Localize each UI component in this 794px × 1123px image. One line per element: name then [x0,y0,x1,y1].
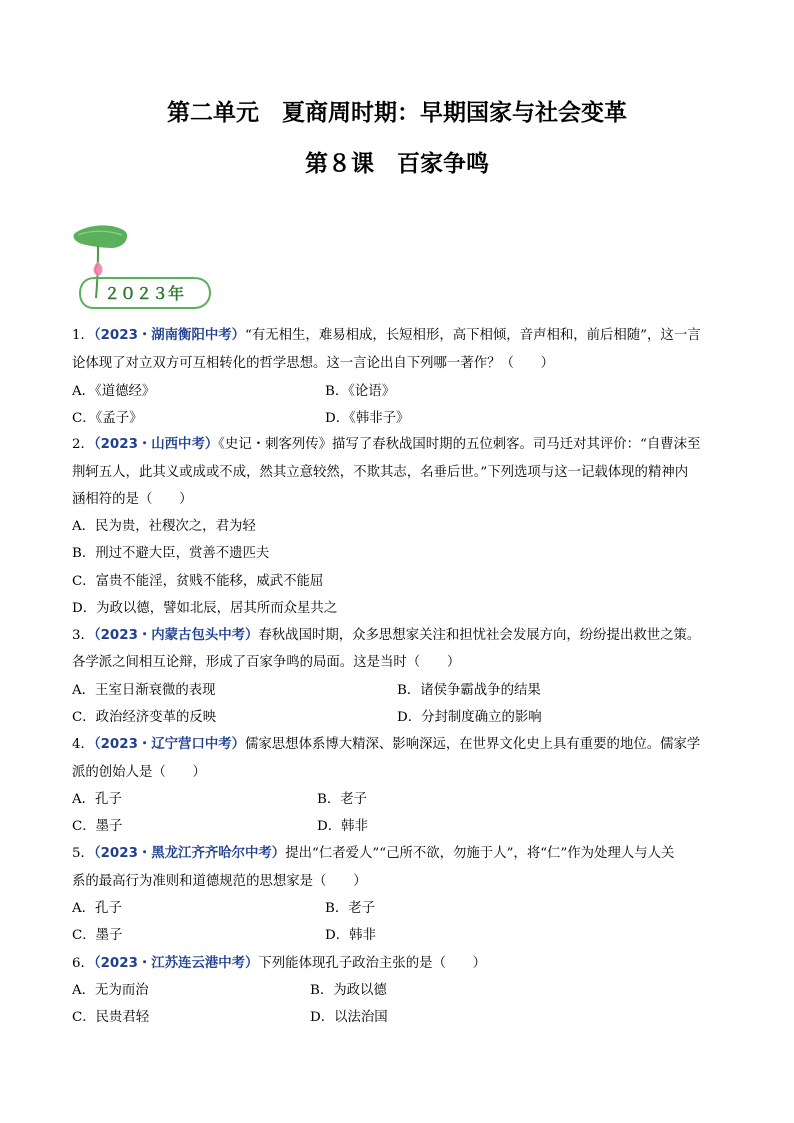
option-d: D．为政以德，譬如北辰，居其所而众星共之 [72,601,338,616]
option-d: D．《韩非子》 [325,411,410,426]
option-b: B．诸侯争霸战争的结果 [397,683,541,698]
question-source: （2023・江苏连云港中考） [93,956,259,971]
option-a: A．《道德经》 [72,384,156,399]
option-a: A．民为贵，社稷次之，君为轻 [72,519,256,534]
question-source: （2023・山西中考） [93,437,219,452]
question-source: （2023・内蒙古包头中考） [93,628,259,643]
option-a: A．孔子 [72,792,122,807]
question-2-line-3: 涵相符的是（ ） [72,492,193,507]
option-c: C．民贵君轻 [72,1010,150,1025]
option-d: D．以法治国 [310,1010,388,1025]
option-a: A．无为而治 [72,983,149,998]
year-label: ２０２３年 [104,284,185,303]
question-2-line-2: 荆轲五人，此其义或成或不成，然其立意较然，不欺其志，名垂后世。”下列选项与这一记载体现的精神内 [72,465,689,480]
option-b: B．刑过不避大臣，赏善不遗匹夫 [72,546,270,561]
question-1-line-2: 论体现了对立双方可互相转化的哲学思想。这一言论出自下列哪一著作？（ ） [72,356,555,371]
option-c: C．政治经济变革的反映 [72,710,217,725]
option-d: D．韩非 [317,819,368,834]
question-4-line-2: 派的创始人是（ ） [72,765,206,780]
lesson-title: 第８课 百家争鸣 [305,151,489,177]
option-b: B．《论语》 [325,384,396,399]
question-1: 1．（2023・湖南衡阳中考）“有无相生，难易相成，长短相形，高下相倾，音声相和，前后相随”，这一言 [72,328,701,343]
year-badge [68,222,218,314]
option-d: D．分封制度确立的影响 [397,710,542,725]
option-a: A．孔子 [72,901,122,916]
option-d: D．韩非 [325,928,376,943]
question-2: 2．（2023・山西中考）《史记・刺客列传》描写了春秋战国时期的五位刺客。司马迁对其评价：“自曹沫至 [72,437,701,452]
question-source: （2023・黑龙江齐齐哈尔中考） [93,846,286,861]
question-5-line-2: 系的最高行为准则和道德规范的思想家是（ ） [72,874,367,889]
option-c: C．墨子 [72,819,123,834]
option-b: B．老子 [317,792,368,807]
unit-title: 第二单元 夏商周时期：早期国家与社会变革 [167,100,627,126]
question-source: （2023・湖南衡阳中考） [93,328,246,343]
option-b: B．老子 [325,901,376,916]
question-6: 6．（2023・江苏连云港中考）下列能体现孔子政治主张的是（ ） [72,956,487,971]
question-5: 5．（2023・黑龙江齐齐哈尔中考）提出“仁者爱人”“己所不欲，勿施于人”，将“仁”作为处理人与人关 [72,846,675,861]
question-3-line-2: 各学派之间相互论辩，形成了百家争鸣的局面。这是当时（ ） [72,655,461,670]
option-c: C．墨子 [72,928,123,943]
option-b: B．为政以德 [310,983,387,998]
option-c: C．《孟子》 [72,411,143,426]
question-4: 4．（2023・辽宁营口中考）儒家思想体系博大精深、影响深远，在世界文化史上具有重要的地位。儒家学 [72,737,701,752]
option-a: A．王室日渐衰微的表现 [72,683,216,698]
option-c: C．富贵不能淫，贫贱不能移，威武不能屈 [72,574,324,589]
question-source: （2023・辽宁营口中考） [93,737,246,752]
question-3: 3．（2023・内蒙古包头中考）春秋战国时期，众多思想家关注和担忧社会发展方向，纷纷提出救世之策。 [72,628,701,643]
